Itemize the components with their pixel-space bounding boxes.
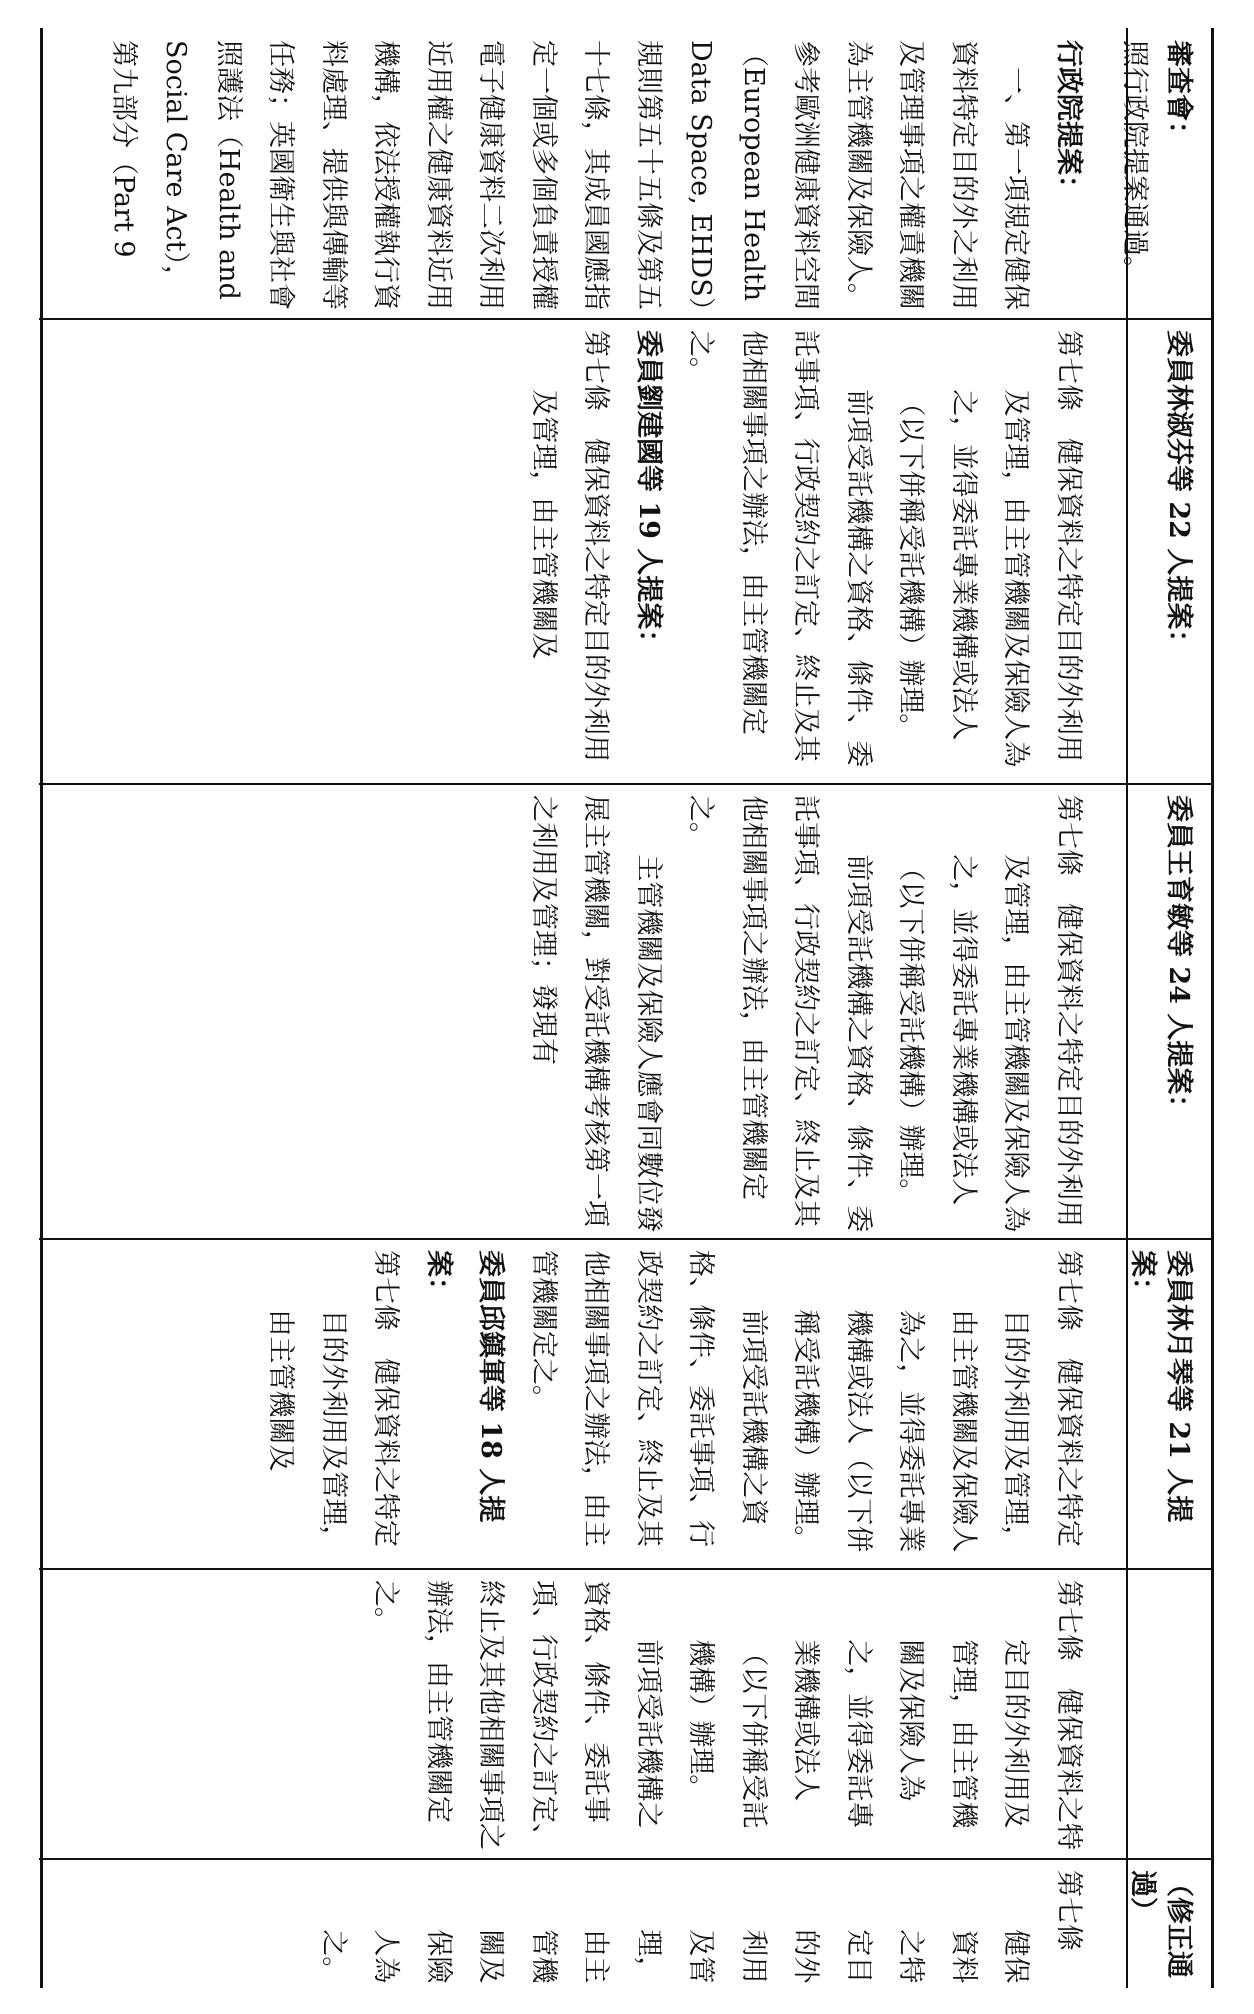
article-paragraph: 第七條 健保資料之特定目的外利用及管理，由主管機關及 xyxy=(265,1250,402,1553)
column-current-law xyxy=(43,1568,1214,1858)
column-header: 委員林淑芬等 22 人提案： xyxy=(1163,330,1194,657)
article-paragraph: 第七條 健保資料之特定目的外利用及管理，由主管機關及保險人為之，並得委託專業機構或法人（以下併稱受託機構）辦理。 xyxy=(685,1580,1084,1850)
article-paragraph: 前項受託機構之資格、條件、委託事項、行政契約之訂定、終止及其他相關事項之辦法，由主管機關定之。 xyxy=(528,1250,769,1547)
article-paragraph: 第七條 健保資料之特定目的外利用及管理，由主管機關及保險人為之，並得委託專業機構或法人（以下併稱受託機構）辦理。 xyxy=(895,795,1084,1233)
article-paragraph: 前項受託機構之資格、條件、委託事項、行政契約之訂定、終止及其他相關事項之辦法，由主管機關定之。 xyxy=(370,1580,664,1850)
column-lin-yueh-chin xyxy=(43,1238,1214,1568)
proposal-heading: 行政院提案： xyxy=(1053,40,1084,202)
column-header: 審查會： xyxy=(1163,40,1194,148)
column-header: 委員王育敏等 24 人提案： xyxy=(1163,795,1194,1122)
article-paragraph: 第七條 健保資料之特定目的外利用及管理，由主管機關及保險人為之，並得委託專業機構或法人（以下併稱受託機構）辦理。 xyxy=(790,1250,1084,1553)
article-paragraph: 前項受託機構之資格、條件、委託事項、行政契約之訂定、終止及其他相關事項之辦法，由主管機關定之。 xyxy=(685,795,874,1233)
column-subheader: 照行政院提案通過。 xyxy=(1119,40,1150,283)
article-paragraph: 前項受託機構之資格、條件、委託事項、行政契約之訂定、終止及其他相關事項之辦法，由主管機關定之。 xyxy=(685,330,874,768)
article-paragraph: 第七條 健保資料之特定目的外利用及管理，由主管機關及 xyxy=(528,330,612,762)
article-paragraph: 第七條 健保資料之特定目的外利用及管理，由主管機關及保險人為之。 xyxy=(318,1870,1084,1984)
column-header: （修正通過） xyxy=(1127,1870,1194,1978)
comparison-table xyxy=(39,28,1214,1988)
column-lin-shu-fen xyxy=(43,318,1214,783)
column-review xyxy=(43,28,1214,318)
column-revised xyxy=(43,1858,1214,1988)
article-paragraph: 主管機關及保險人應會同數位發展主管機關，對受託機構考核第一項之利用及管理；發現有 xyxy=(528,795,664,1233)
proposal-heading: 委員邱鎮軍等 18 人提案： xyxy=(423,1250,507,1523)
column-header: 委員林月琴等 21 人提案： xyxy=(1127,1250,1194,1523)
proposal-heading: 委員劉建國等 19 人提案： xyxy=(633,330,664,657)
article-paragraph: 一、第一項規定健保資料特定目的外之利用及管理事項之權責機關為主管機關及保險人。參考歐洲健康資料空間（European Health Data Space, EHDS）規則第五十五條及第五十七條，其成員國應指定一個或多個負責授權電子健康資料二次利用近用權之健康資料近用機構，依法授權執行資料處理、提供與傳輸等任務；英國衛生與社會照護法（Health and Social Care Act），第九部分（Part 9 xyxy=(108,40,1032,311)
article-paragraph: 第七條 健保資料之特定目的外利用及管理，由主管機關及保險人為之，並得委託專業機構或法人（以下併稱受託機構）辦理。 xyxy=(895,330,1084,768)
column-wang-yu-min xyxy=(43,783,1214,1238)
